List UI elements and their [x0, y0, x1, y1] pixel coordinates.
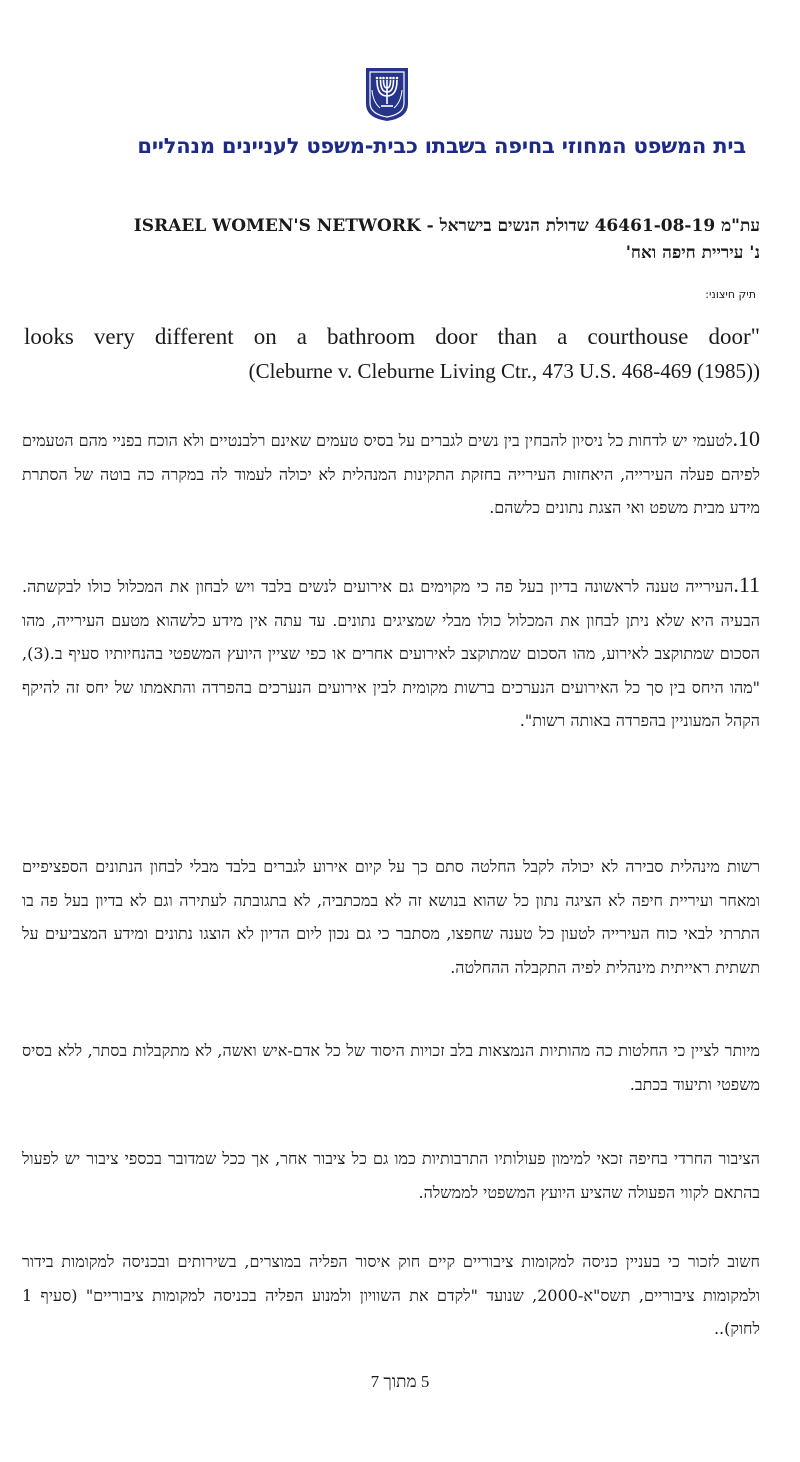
case-title-line-2: נ' עיריית חיפה ואח'	[625, 243, 760, 263]
english-quote-citation: (Cleburne v. Cleburne Living Ctr., 473 U.S. 468-469 (1985))	[248, 359, 760, 383]
paragraph-haredi-public: הציבור החרדי בחיפה זכאי למימון פעולותיו התרבותיות כמו גם כל ציבור אחר, אך ככל שמדובר בכספי ציבור יש לפעול בהתאם לקווי הפעולה שהציע היועץ המשפטי לממשלה.	[22, 1149, 760, 1202]
english-quote-line: looks very different on a bathroom door than a courthouse door"	[24, 324, 760, 349]
paragraph-text: העירייה טענה לראשונה בדיון בעל פה כי מקוימים גם אירועים לנשים בלבד ויש לבחון את המכלול כולו לבקשתה. הבעיה היא שלא ניתן לבחון את המכלול כולו מבלי שמציגים נתונים. עד עתה אין מידע כלשהוא מטעם העירייה, מהו הסכום שמתוקצב לאירוע, מהו הסכום שמתוקצב לאירועים אחרים או כפי שציין היועץ המשפטי בהנחיותיו סעיף ב.(3), "מהו היחס בין סך כל האירועים הנערכים ברשות מקומית לבין אירועים הנערכים בהפרדה והתאמתו של יחס זה להיקף הקהל המעוניין בהפרדה באותה רשות".	[22, 577, 761, 730]
paragraph-discrimination-law: חשוב לזכור כי בעניין כניסה למקומות ציבוריים קיים חוק איסור הפליה במוצרים, בשירותים ובכניסה למקומות בידור ולמקומות ציבוריים, תשס"א-2000, שנועד "לקדם את השוויון ולמנוע הפליה בכניסה למקומות ציבוריים" (סעיף 1 לחוק)..	[22, 1252, 761, 1338]
external-file-label: תיק חיצוני:	[705, 288, 756, 301]
paragraph-text: לטעמי יש לדחות כל ניסיון להבחין בין נשים לגברים על בסיס טעמים שאינם רלבנטיים ולא הוכח בפניי מהם הטעמים לפיהם פעלה העירייה, היאחזות העירייה בחזקת התקינות המנהלית לא יכולה לעמוד לה במקרה כה בוטה של הסתרת מידע מבית משפט ואי הצגת נתונים כלשהם.	[22, 431, 760, 517]
case-title-line-1: עת"מ 46461-08-19 שדולת הנשים בישראל - ISRAEL WOMEN'S NETWORK	[133, 216, 760, 236]
paragraph-10	[22, 422, 760, 525]
state-emblem-icon	[364, 66, 410, 122]
paragraph-number: 10.	[732, 426, 760, 451]
paragraph-fundamental-rights: מיותר לציין כי החלטות כה מהותיות הנמצאות בלב זכויות היסוד של כל אדם-איש ואשה, לא מתקבלות בסתר, ללא בסיס משפטי ותיעוד בכתב.	[22, 1041, 760, 1094]
court-title: בית המשפט המחוזי בחיפה בשבתו כבית-משפט לעניינים מנהליים	[137, 134, 746, 158]
paragraph-11	[22, 568, 760, 738]
paragraph-reasonable-authority: רשות מינהלית סבירה לא יכולה לקבל החלטה סתם כך על קיום אירוע לגברים בלבד מבלי לבחון הנתונים הספציפיים ומאחר ועיריית חיפה לא הציגה נתון כל שהוא בנושא זה לא במכתביה, לא בתגובתה לעתירה וגם לא בדיון בעל פה בו התרתי לבאי כוח העירייה לטעון כל טענה שחפצו, מסתבר כי גם נכון ליום הדיון לא הוצגו נתונים ומידע המצביעים על תשתית ראייתית מינהלית לפיה התקבלה ההחלטה.	[22, 857, 761, 977]
paragraph-number: 11.	[733, 572, 760, 597]
page-number: 5 מתוך 7	[370, 1372, 430, 1391]
